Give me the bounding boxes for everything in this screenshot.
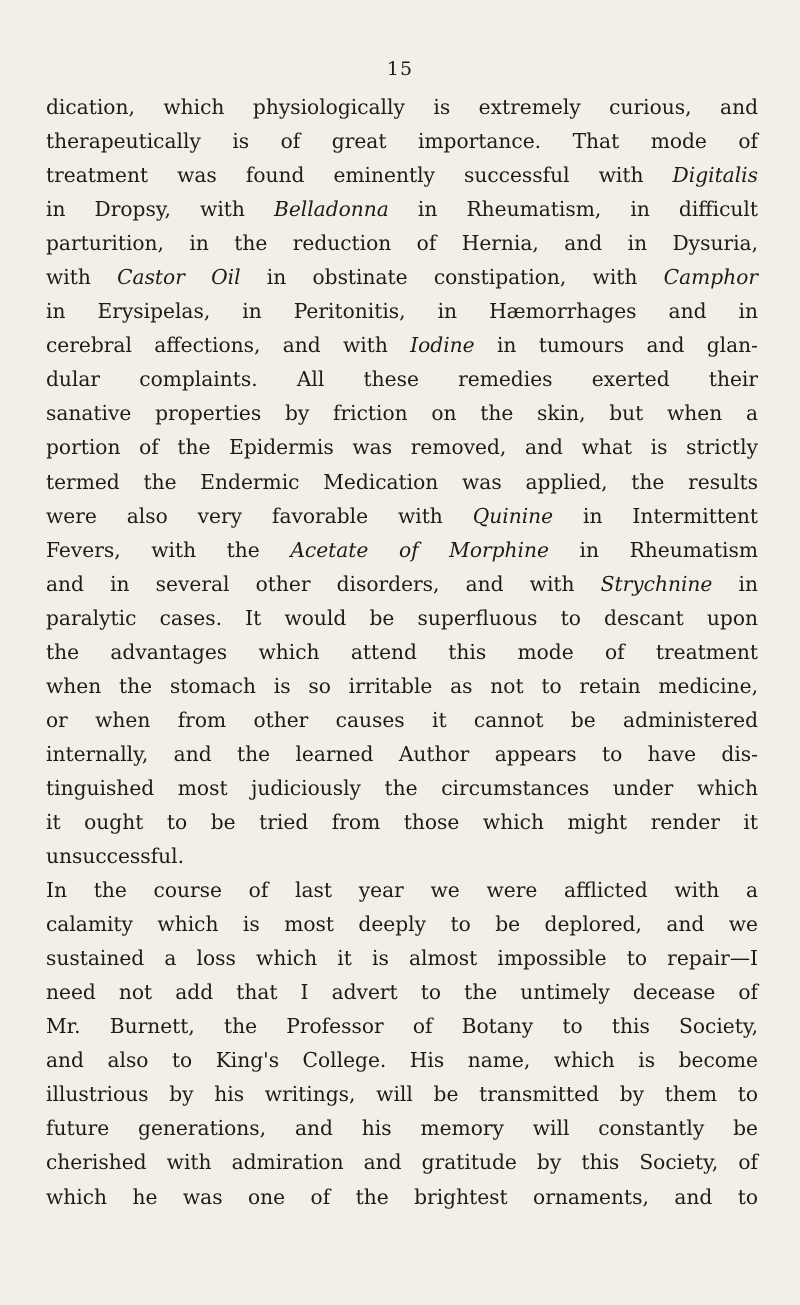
line-segment: in Rheumatism [548, 537, 758, 562]
line-segment: the advantages which attend this mode of treatment [46, 639, 758, 664]
text-line [46, 805, 758, 839]
text-line [46, 839, 758, 873]
line-segment: in Intermittent [553, 503, 758, 528]
italic-term: Camphor [663, 265, 758, 290]
text-line [46, 226, 758, 260]
page-number: 15 [386, 58, 414, 80]
text-line [46, 703, 758, 737]
italic-term: Acetate of Morphine [290, 537, 549, 562]
text-line [46, 124, 758, 158]
line-segment: sanative properties by friction on the skin, but when a [46, 401, 758, 426]
line-segment: sustained a loss which it is almost impossible to repair—I [46, 946, 758, 971]
line-segment: and also to King's College. His name, which is become [46, 1048, 758, 1073]
line-segment: in Dropsy, with [46, 197, 274, 222]
line-segment: termed the Endermic Medication was applied, the results [46, 469, 758, 494]
line-segment: in tumours and glan- [474, 333, 758, 358]
line-segment: Fevers, with the [46, 537, 291, 562]
italic-term: Digitalis [672, 163, 758, 188]
line-segment: internally, and the learned Author appears to have dis- [46, 741, 758, 766]
text-line [46, 1180, 758, 1214]
line-segment: In the course of last year we were afflicted with a [46, 878, 758, 903]
italic-term: Belladonna [273, 197, 389, 222]
text-line [46, 430, 758, 464]
text-line [46, 635, 758, 669]
line-segment: in [712, 571, 758, 596]
line-segment: were also very favorable with [46, 503, 473, 528]
italic-term: Iodine [410, 333, 475, 358]
text-line [46, 907, 758, 941]
text-line [46, 328, 758, 362]
text-line [46, 260, 758, 294]
text-line [46, 158, 758, 192]
line-segment: in Erysipelas, in Peritonitis, in Hæmorrhages and in [46, 299, 758, 324]
text-line [46, 601, 758, 635]
text-line [46, 294, 758, 328]
line-segment: therapeutically is of great importance. That mode of [46, 129, 758, 154]
italic-term: Strychnine [600, 571, 713, 596]
text-line [46, 771, 758, 805]
line-segment: cerebral affections, and with [46, 333, 411, 358]
text-line [46, 90, 758, 124]
text-line [46, 873, 758, 907]
italic-term: Quinine [472, 503, 554, 528]
line-segment: illustrious by his writings, will be transmitted by them to [46, 1082, 758, 1107]
line-segment: paralytic cases. It would be superfluous to descant upon [46, 605, 758, 630]
line-segment: dular complaints. All these remedies exerted their [46, 367, 758, 392]
line-segment: in Rheumatism, in difficult [388, 197, 758, 222]
text-line [46, 1009, 758, 1043]
line-segment: calamity which is most deeply to be deplored, and we [46, 912, 758, 937]
text-line [46, 1145, 758, 1179]
text-line [46, 396, 758, 430]
text-line [46, 192, 758, 226]
text-line [46, 533, 758, 567]
line-segment: treatment was found eminently successful with [46, 163, 673, 188]
text-line [46, 737, 758, 771]
line-segment: tinguished most judiciously the circumstances under which [46, 775, 758, 800]
body-text [46, 90, 758, 1214]
text-line [46, 1111, 758, 1145]
line-segment: or when from other causes it cannot be administered [46, 707, 758, 732]
text-line [46, 567, 758, 601]
line-segment: future generations, and his memory will constantly be [46, 1116, 758, 1141]
line-segment: portion of the Epidermis was removed, and what is strictly [46, 435, 758, 460]
line-segment: it ought to be tried from those which might render it [46, 809, 758, 834]
text-line [46, 669, 758, 703]
text-line [46, 941, 758, 975]
line-segment: need not add that I advert to the untimely decease of [46, 980, 758, 1005]
text-line [46, 465, 758, 499]
text-line [46, 1043, 758, 1077]
line-segment: dication, which physiologically is extremely curious, and [46, 95, 758, 119]
text-line [46, 975, 758, 1009]
line-segment: cherished with admiration and gratitude by this Society, of [46, 1150, 758, 1175]
text-line [46, 499, 758, 533]
line-segment: when the stomach is so irritable as not to retain medicine, [46, 673, 758, 698]
text-line [46, 362, 758, 396]
italic-term: Castor Oil [117, 265, 241, 290]
line-segment: unsuccessful. [46, 844, 184, 869]
line-segment: which he was one of the brightest ornaments, and to [46, 1184, 758, 1209]
line-segment: with [46, 265, 118, 290]
line-segment: Mr. Burnett, the Professor of Botany to this Society, [46, 1014, 758, 1039]
line-segment: parturition, in the reduction of Hernia, and in Dysuria, [46, 231, 758, 256]
line-segment: and in several other disorders, and with [46, 571, 601, 596]
line-segment: in obstinate constipation, with [240, 265, 664, 290]
text-line [46, 1077, 758, 1111]
